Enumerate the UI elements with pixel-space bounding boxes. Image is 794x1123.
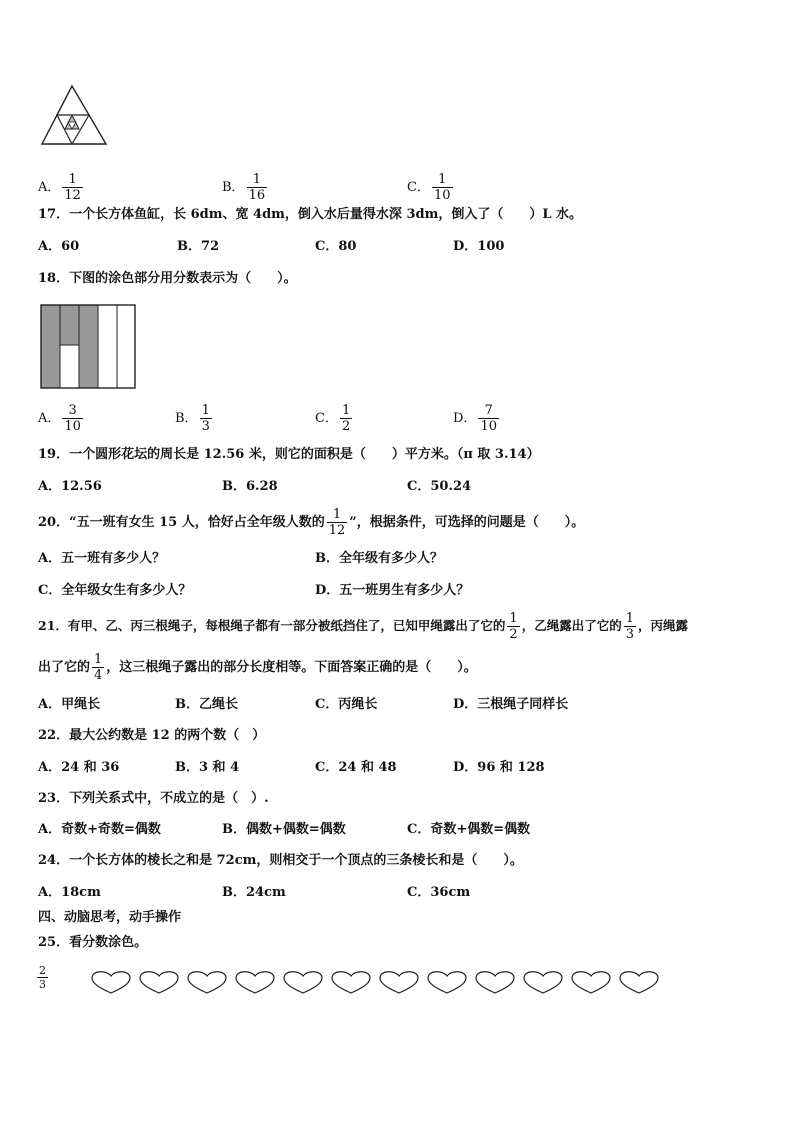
q25-fraction bbox=[35, 964, 50, 991]
q22-option-b[interactable]: B．3 和 4 bbox=[175, 760, 240, 775]
q17-question: 17．一个长方体鱼缸，长 6dm、宽 4dm，倒入水后量得水深 3dm，倒入了（ ）L 水。 bbox=[38, 207, 583, 222]
denominator: 10 bbox=[433, 188, 451, 203]
q16-option-c[interactable] bbox=[407, 172, 455, 203]
numerator: 7 bbox=[478, 403, 499, 419]
numerator: 3 bbox=[62, 403, 83, 419]
q21-option-d[interactable]: D．三根绳子同样长 bbox=[453, 697, 569, 712]
q24-option-a[interactable]: A．18cm bbox=[38, 885, 101, 900]
numerator: 1 bbox=[201, 403, 210, 418]
heart-shape[interactable] bbox=[570, 970, 612, 994]
q18-option-c[interactable] bbox=[315, 403, 354, 434]
numerator: 1 bbox=[327, 507, 348, 523]
numerator: 2 bbox=[39, 964, 46, 977]
heart-shape[interactable] bbox=[618, 970, 660, 994]
q21-option-a[interactable]: A．甲绳长 bbox=[38, 697, 101, 712]
question-text: ，丙绳露 bbox=[637, 618, 688, 633]
numerator: 1 bbox=[94, 652, 103, 667]
numerator: 1 bbox=[341, 403, 351, 418]
q16-option-a[interactable] bbox=[38, 172, 85, 203]
q21-option-c[interactable]: C．丙绳长 bbox=[315, 697, 378, 712]
option-letter: B． bbox=[222, 180, 245, 195]
question-text: 出了它的 bbox=[38, 660, 91, 675]
heart-shape[interactable] bbox=[186, 970, 228, 994]
q22-option-c[interactable]: C．24 和 48 bbox=[315, 760, 397, 775]
heart-shape[interactable] bbox=[90, 970, 132, 994]
q18-option-a[interactable] bbox=[38, 403, 85, 434]
option-letter: C． bbox=[407, 180, 430, 195]
q18-option-d[interactable] bbox=[453, 403, 501, 434]
fraction bbox=[624, 611, 636, 642]
fraction bbox=[62, 172, 83, 203]
heart-shape[interactable] bbox=[282, 970, 324, 994]
option-letter: B． bbox=[175, 411, 198, 426]
q23-question: 23．下列关系式中，不成立的是（ ）. bbox=[38, 791, 269, 806]
q19-question: 19．一个圆形花坛的周长是 12.56 米，则它的面积是（ ）平方米。（π 取 3.14） bbox=[38, 447, 540, 462]
option-letter: C． bbox=[315, 411, 338, 426]
numerator: 1 bbox=[509, 611, 518, 626]
option-letter: A． bbox=[38, 180, 61, 195]
q22-question: 22．最大公约数是 12 的两个数（ ） bbox=[38, 728, 266, 743]
fraction bbox=[432, 172, 453, 203]
nested-triangles-figure bbox=[40, 84, 110, 148]
denominator: 3 bbox=[201, 419, 210, 434]
option-letter: D． bbox=[453, 411, 477, 426]
heart-shape[interactable] bbox=[378, 970, 420, 994]
q19-option-a[interactable]: A．12.56 bbox=[38, 479, 102, 494]
denominator: 2 bbox=[341, 419, 351, 434]
q20-option-d[interactable]: D．五一班男生有多少人？ bbox=[315, 583, 470, 598]
numerator: 1 bbox=[625, 611, 634, 626]
denominator: 12 bbox=[328, 523, 346, 538]
denominator: 10 bbox=[64, 419, 81, 434]
q23-option-a[interactable]: A．奇数+奇数=偶数 bbox=[38, 822, 161, 837]
fraction bbox=[340, 403, 352, 434]
fraction bbox=[62, 403, 83, 434]
question-text: 20．“五一班有女生 15 人，恰好占全年级人数的 bbox=[38, 515, 325, 530]
denominator: 3 bbox=[625, 627, 634, 642]
q17-option-b[interactable]: B．72 bbox=[177, 239, 220, 254]
q23-option-c[interactable]: C．奇数+偶数=偶数 bbox=[407, 822, 531, 837]
fraction bbox=[478, 403, 499, 434]
q22-option-d[interactable]: D．96 和 128 bbox=[453, 760, 545, 775]
fraction bbox=[247, 172, 268, 203]
q20-question bbox=[38, 507, 584, 538]
denominator: 10 bbox=[480, 419, 497, 434]
q22-option-a[interactable]: A．24 和 36 bbox=[38, 760, 120, 775]
q21-option-b[interactable]: B．乙绳长 bbox=[175, 697, 238, 712]
heart-shape[interactable] bbox=[138, 970, 180, 994]
q17-option-c[interactable]: C．80 bbox=[315, 239, 357, 254]
heart-row bbox=[90, 970, 670, 996]
fraction bbox=[327, 507, 348, 538]
q19-option-b[interactable]: B．6.28 bbox=[222, 479, 278, 494]
numerator: 1 bbox=[247, 172, 268, 188]
q19-option-c[interactable]: C．50.24 bbox=[407, 479, 472, 494]
option-letter: A． bbox=[38, 411, 61, 426]
fraction bbox=[200, 403, 212, 434]
fraction bbox=[92, 652, 104, 683]
question-text: 21．有甲、乙、丙三根绳子，每根绳子都有一部分被纸挡住了，已知甲绳露出了它的 bbox=[38, 618, 506, 633]
fraction bbox=[37, 964, 48, 991]
fraction bbox=[507, 611, 519, 642]
q24-option-c[interactable]: C．36cm bbox=[407, 885, 471, 900]
question-text: ”，根据条件，可选择的问题是（ ）。 bbox=[349, 515, 585, 530]
q18-option-b[interactable] bbox=[175, 403, 214, 434]
heart-shape[interactable] bbox=[426, 970, 468, 994]
question-text: ，乙绳露出了它的 bbox=[521, 618, 622, 633]
q20-option-c[interactable]: C．全年级女生有多少人？ bbox=[38, 583, 192, 598]
q20-option-a[interactable]: A．五一班有多少人？ bbox=[38, 551, 166, 566]
denominator: 16 bbox=[248, 188, 266, 203]
q24-question: 24．一个长方体的棱长之和是 72cm，则相交于一个顶点的三条棱长和是（ ）。 bbox=[38, 853, 523, 868]
q17-option-a[interactable]: A．60 bbox=[38, 239, 80, 254]
numerator: 1 bbox=[432, 172, 453, 188]
q18-question: 18．下图的涂色部分用分数表示为（ ）。 bbox=[38, 271, 297, 286]
denominator: 4 bbox=[94, 668, 103, 683]
heart-shape[interactable] bbox=[474, 970, 516, 994]
denominator: 2 bbox=[509, 627, 518, 642]
numerator: 1 bbox=[62, 172, 83, 188]
q25-question: 25．看分数涂色。 bbox=[38, 935, 148, 950]
q21-question-line1 bbox=[38, 611, 688, 642]
q24-option-b[interactable]: B．24cm bbox=[222, 885, 286, 900]
heart-shape[interactable] bbox=[522, 970, 564, 994]
denominator: 3 bbox=[39, 978, 46, 991]
q16-option-b[interactable] bbox=[222, 172, 269, 203]
heart-shape[interactable] bbox=[330, 970, 372, 994]
q17-option-d[interactable]: D．100 bbox=[453, 239, 505, 254]
question-text: ，这三根绳子露出的部分长度相等。下面答案正确的是（ ）。 bbox=[106, 660, 477, 675]
section-title: 四、动脑思考，动手操作 bbox=[38, 910, 182, 925]
denominator: 12 bbox=[64, 188, 81, 203]
q20-option-b[interactable]: B．全年级有多少人？ bbox=[315, 551, 443, 566]
q23-option-b[interactable]: B．偶数+偶数=偶数 bbox=[222, 822, 346, 837]
shaded-rectangle-figure bbox=[40, 304, 136, 389]
heart-shape[interactable] bbox=[234, 970, 276, 994]
q21-question-line2 bbox=[38, 652, 477, 683]
